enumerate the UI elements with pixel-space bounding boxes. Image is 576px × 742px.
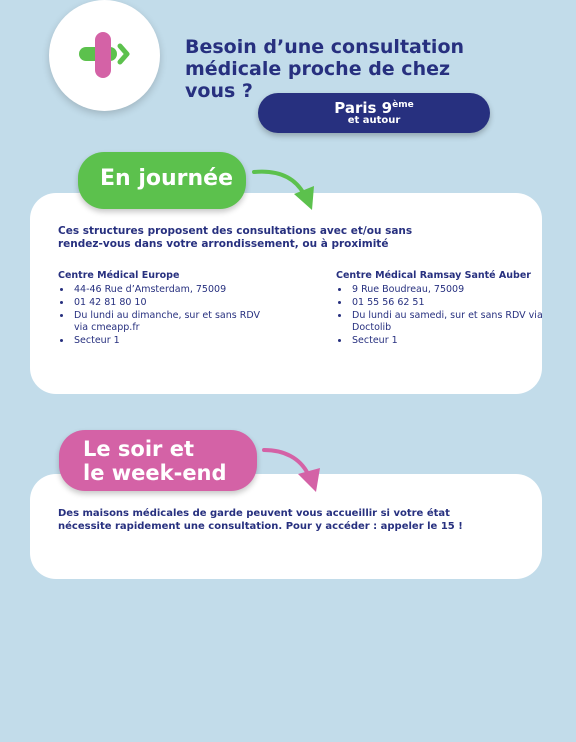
- logo: [49, 0, 160, 111]
- location-sub: et autour: [347, 115, 401, 126]
- center-details: [58, 284, 273, 347]
- day-arrow-icon: [252, 166, 322, 212]
- location-main: [258, 96, 490, 117]
- center-phone: • 01 42 81 80 10: [72, 297, 273, 309]
- center-hours: • Du lundi au samedi, sur et sans RDV via Doctolib: [350, 310, 551, 334]
- center-details: [336, 284, 551, 347]
- center-sector: • Secteur 1: [72, 335, 273, 347]
- center-address: • 9 Rue Boudreau, 75009: [350, 284, 551, 296]
- night-text: Des maisons médicales de garde peuvent vous accueillir si votre état nécessite rapidement une consultation. Pour y accéder : appeler le 15 !: [58, 508, 463, 532]
- night-arrow-icon: [262, 446, 326, 494]
- center-ramsay-auber: [336, 270, 551, 348]
- location-city: Paris 9: [334, 99, 393, 117]
- location-suffix: ème: [392, 100, 414, 110]
- day-intro: Ces structures proposent des consultations avec et/ou sans rendez-vous dans votre arrondissement, ou à proximité: [58, 225, 413, 250]
- night-label-text: Le soir et le week-end: [83, 437, 227, 485]
- center-name: Centre Médical Ramsay Santé Auber: [336, 270, 531, 281]
- medical-cross-arrow-icon: [49, 0, 160, 111]
- day-section-label: [78, 152, 246, 209]
- center-name: Centre Médical Europe: [58, 270, 180, 281]
- center-europe: [58, 270, 273, 348]
- center-phone: • 01 55 56 62 51: [350, 297, 551, 309]
- center-hours: • Du lundi au dimanche, sur et sans RDV via cmeapp.fr: [72, 310, 273, 334]
- center-sector: • Secteur 1: [350, 335, 551, 347]
- headline: Besoin d’une consultation médicale proche de chez vous ?: [185, 36, 465, 102]
- center-address: • 44-46 Rue d’Amsterdam, 75009: [72, 284, 273, 296]
- location-badge: [258, 93, 490, 133]
- night-section-label: [59, 430, 257, 491]
- day-label-text: En journée: [100, 166, 234, 191]
